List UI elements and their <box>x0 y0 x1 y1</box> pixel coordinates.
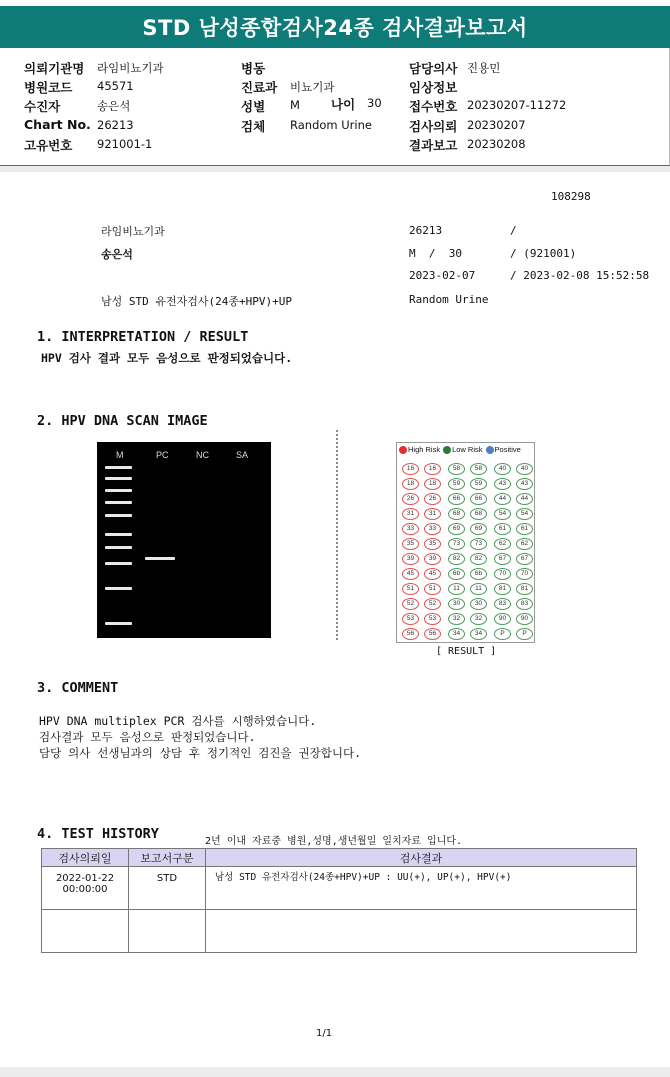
chip-spot: 30 <box>448 598 465 610</box>
chip-spot: 69 <box>448 523 465 535</box>
comment-line: 검사결과 모두 음성으로 판정되었습니다. <box>39 730 256 744</box>
section-scan-image-title: 2. HPV DNA SCAN IMAGE <box>37 413 208 429</box>
page-number: 1/1 <box>316 1028 333 1039</box>
info-value: M <box>290 98 300 112</box>
chip-spot: 31 <box>424 508 441 520</box>
comment-line: 담당 의사 선생님과의 상담 후 정기적인 검진을 권장합니다. <box>39 746 362 760</box>
info-label: 임상정보 <box>409 80 458 95</box>
history-date-cell <box>42 867 129 910</box>
sex-age: M / 30 <box>409 247 462 260</box>
table-header-row <box>42 849 637 867</box>
chip-spot: 56 <box>424 628 441 640</box>
chip-spot: P <box>516 628 533 640</box>
chip-spot: 44 <box>494 493 511 505</box>
history-date: 2022-01-22 <box>55 873 115 884</box>
chip-spot: P <box>494 628 511 640</box>
marker-band <box>105 514 132 517</box>
marker-band <box>105 562 132 565</box>
history-time: 00:00:00 <box>62 884 108 895</box>
chip-spot: 58 <box>470 463 487 475</box>
age-value: 30 <box>367 96 382 110</box>
chip-spot: 16 <box>402 463 419 475</box>
test-history-table <box>41 848 637 953</box>
patient-name: 송은석 <box>101 248 133 261</box>
chip-spot: 31 <box>402 508 419 520</box>
chart-separator: / <box>510 224 517 237</box>
legend-dot-icon <box>486 446 494 454</box>
chip-spot: 35 <box>402 538 419 550</box>
chip-legend <box>399 445 521 454</box>
chip-spot: 51 <box>424 583 441 595</box>
chip-spot: 32 <box>470 613 487 625</box>
info-value: 20230207-11272 <box>467 98 567 112</box>
legend-label: High Risk <box>408 445 441 454</box>
column-header: 검사결과 <box>206 849 637 867</box>
marker-band <box>105 587 132 590</box>
chip-spot: 68 <box>448 508 465 520</box>
legend-dot-icon <box>399 446 407 454</box>
chip-spot: 40 <box>494 463 511 475</box>
chip-spot: 83 <box>494 598 511 610</box>
table-row <box>42 910 637 953</box>
empty-cell <box>129 910 206 953</box>
chip-spot: 82 <box>448 553 465 565</box>
marker-band <box>105 501 132 504</box>
gel-lane-label: M <box>116 450 124 460</box>
gel-electrophoresis-image <box>97 442 271 638</box>
chip-spot: 43 <box>516 478 533 490</box>
chip-spot: 34 <box>470 628 487 640</box>
info-value: 진용민 <box>467 61 501 75</box>
chip-spot: 45 <box>402 568 419 580</box>
chip-spot: 33 <box>424 523 441 535</box>
legend-item <box>399 445 440 454</box>
chip-spot: 35 <box>424 538 441 550</box>
info-label: 검체 <box>241 119 266 134</box>
info-label: 의뢰기관명 <box>24 61 85 76</box>
legend-dot-icon <box>443 446 451 454</box>
chip-spot: 52 <box>424 598 441 610</box>
info-label: 접수번호 <box>409 99 458 114</box>
chip-spot: 18 <box>424 478 441 490</box>
chip-spot: 53 <box>424 613 441 625</box>
chip-spot: 66 <box>448 493 465 505</box>
section-interpretation-title: 1. INTERPRETATION / RESULT <box>37 329 249 345</box>
chip-spot: 70 <box>494 568 511 580</box>
info-label: 병동 <box>241 61 266 76</box>
chip-spot: 11 <box>470 583 487 595</box>
chip-spot: 39 <box>402 553 419 565</box>
empty-cell <box>42 910 129 953</box>
chip-spot: 59 <box>448 478 465 490</box>
chip-spot: 18 <box>402 478 419 490</box>
legend-item <box>443 445 482 454</box>
chip-spot: 73 <box>470 538 487 550</box>
chip-spot: 34 <box>448 628 465 640</box>
chip-spot: 26 <box>424 493 441 505</box>
chip-spot: 43 <box>494 478 511 490</box>
chip-spot: 26 <box>402 493 419 505</box>
gel-lane-label: PC <box>156 450 169 460</box>
marker-band <box>105 477 132 480</box>
info-value: Random Urine <box>290 118 372 132</box>
chip-spot: 81 <box>494 583 511 595</box>
section-comment-title: 3. COMMENT <box>37 680 119 696</box>
chip-spot: 90 <box>516 613 533 625</box>
column-header: 검사의뢰일 <box>42 849 129 867</box>
column-header: 보고서구분 <box>129 849 206 867</box>
chip-spot: 32 <box>448 613 465 625</box>
info-value: 송은석 <box>97 99 131 113</box>
info-value: 45571 <box>97 79 134 93</box>
chip-spot: 44 <box>516 493 533 505</box>
chip-spot: 68 <box>470 508 487 520</box>
chip-spot: 58 <box>448 463 465 475</box>
chip-spot: 6b <box>470 568 487 580</box>
chip-spot: 61 <box>516 523 533 535</box>
info-label: 성별 <box>241 99 266 114</box>
chip-spot: 67 <box>516 553 533 565</box>
table-row <box>42 867 637 910</box>
date-reported: / 2023-02-08 15:52:58 <box>510 269 650 282</box>
chip-spot: 73 <box>448 538 465 550</box>
info-value: 20230207 <box>467 118 526 132</box>
legend-label: Positive <box>494 445 521 454</box>
history-type: STD <box>129 867 206 910</box>
chip-spot: 59 <box>470 478 487 490</box>
section-history-title: 4. TEST HISTORY <box>37 826 159 842</box>
chip-caption: [ RESULT ] <box>436 646 497 657</box>
test-name: 남성 STD 유전자검사(24종+HPV)+UP <box>101 295 292 308</box>
marker-band <box>105 489 132 492</box>
chip-spot: 54 <box>494 508 511 520</box>
marker-band <box>105 622 132 625</box>
document-number: 108298 <box>551 190 591 203</box>
age-label: 나이 <box>331 97 356 112</box>
info-value: 921001-1 <box>97 137 153 151</box>
info-label: 고유번호 <box>24 138 73 153</box>
chip-spot: 66 <box>470 493 487 505</box>
hpv-chip-result-image <box>396 442 535 643</box>
empty-cell <box>206 910 637 953</box>
chip-spot: 33 <box>402 523 419 535</box>
chip-spot: 45 <box>424 568 441 580</box>
id-fragment: / (921001) <box>510 247 577 260</box>
info-label: 담당의사 <box>409 61 458 76</box>
marker-band <box>105 533 132 536</box>
info-label: 진료과 <box>241 80 278 95</box>
chip-spot: 52 <box>402 598 419 610</box>
chip-spot: 40 <box>516 463 533 475</box>
date-received: 2023-02-07 <box>409 269 476 282</box>
chip-spot: 16 <box>424 463 441 475</box>
chip-spot: 83 <box>516 598 533 610</box>
info-label: 결과보고 <box>409 138 458 153</box>
info-value: 20230208 <box>467 137 526 151</box>
chip-spot: 62 <box>516 538 533 550</box>
chip-spot: 82 <box>470 553 487 565</box>
chip-spot: 11 <box>448 583 465 595</box>
gel-lane-label: NC <box>196 450 209 460</box>
chip-spot: 61 <box>494 523 511 535</box>
chart-number: 26213 <box>409 224 443 237</box>
patient-info-panel <box>0 48 670 166</box>
comment-line: HPV DNA multiplex PCR 검사를 시행하였습니다. <box>39 714 317 728</box>
chip-spot: 53 <box>402 613 419 625</box>
positive-control-band <box>145 557 175 560</box>
info-label: 수진자 <box>24 99 61 114</box>
history-result: 남성 STD 유전자검사(24종+HPV)+UP : UU(+), UP(+), HPV(+) <box>206 867 637 910</box>
chip-spot: 81 <box>516 583 533 595</box>
chip-spot: 6b <box>448 568 465 580</box>
legend-item <box>486 445 521 454</box>
chip-spot: 51 <box>402 583 419 595</box>
legend-label: Low Risk <box>452 445 483 454</box>
history-note: 2년 이내 자료중 병원,성명,생년월일 일치자료 입니다. <box>205 836 463 847</box>
specimen-type: Random Urine <box>409 293 489 306</box>
info-value: 라임비뇨기과 <box>97 61 164 75</box>
gel-lane-label: SA <box>236 450 249 460</box>
interpretation-text: HPV 검사 결과 모두 음성으로 판정되었습니다. <box>41 351 293 365</box>
footer-band <box>0 1067 670 1077</box>
chip-spot: 69 <box>470 523 487 535</box>
report-title: STD 남성종합검사24종 검사결과보고서 <box>0 6 670 48</box>
dotted-divider <box>336 430 338 640</box>
info-value: 비뇨기과 <box>290 80 335 94</box>
chip-spot: 39 <box>424 553 441 565</box>
info-label: 검사의뢰 <box>409 119 458 134</box>
chip-spot: 90 <box>494 613 511 625</box>
marker-band <box>105 546 132 549</box>
info-value: 26213 <box>97 118 134 132</box>
chip-spot: 67 <box>494 553 511 565</box>
chip-spot: 62 <box>494 538 511 550</box>
chip-spot: 30 <box>470 598 487 610</box>
clinic-name: 라임비뇨기과 <box>101 225 165 238</box>
chip-spot: 56 <box>402 628 419 640</box>
info-label: 병원코드 <box>24 80 73 95</box>
info-label: Chart No. <box>24 117 91 132</box>
chip-spot: 54 <box>516 508 533 520</box>
separator-band <box>0 166 670 172</box>
chip-spot: 70 <box>516 568 533 580</box>
marker-band <box>105 466 132 469</box>
